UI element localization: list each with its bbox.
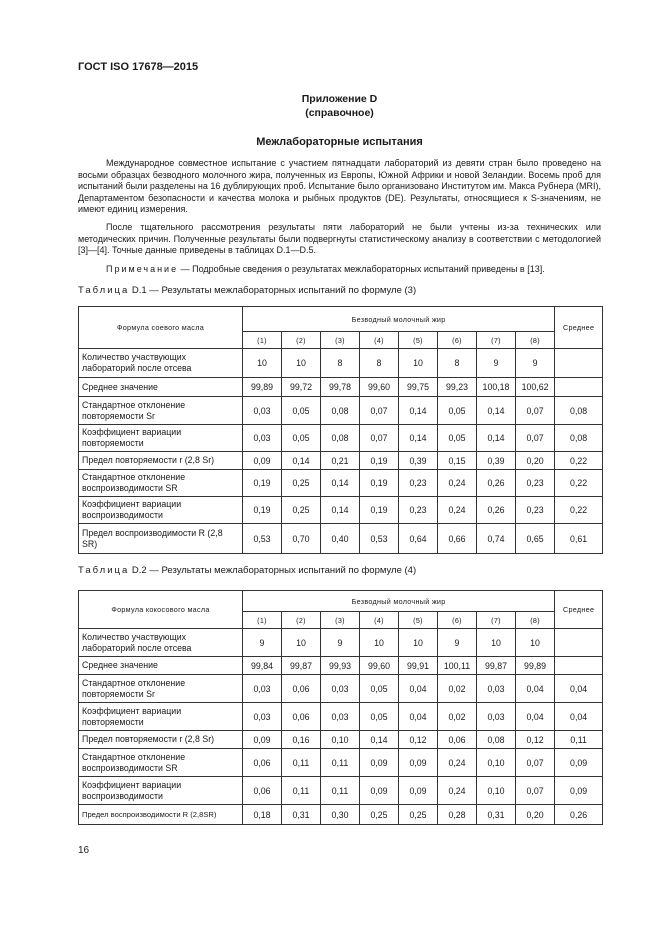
cell-value: 99,87 — [282, 657, 321, 675]
row-label: Количество участвующих лабораторий после отсева — [79, 349, 243, 378]
cell-mean: 0,22 — [555, 497, 603, 524]
table-row — [79, 425, 603, 452]
cell-value: 0,09 — [360, 749, 399, 777]
cell-mean: 0,04 — [555, 675, 603, 703]
cell-value: 0,09 — [360, 777, 399, 805]
cell-value: 0,14 — [399, 425, 438, 452]
table-row — [79, 470, 603, 497]
cell-value: 0,04 — [516, 675, 555, 703]
cell-value: 0,20 — [516, 805, 555, 825]
cell-value: 0,07 — [360, 425, 399, 452]
cell-value: 0,04 — [399, 703, 438, 731]
cell-value: 0,31 — [477, 805, 516, 825]
cell-mean — [555, 349, 603, 378]
row-label: Среднее значение — [79, 657, 243, 675]
cell-value: 0,21 — [321, 452, 360, 470]
column-header: (6) — [438, 332, 477, 349]
cell-value: 0,26 — [477, 470, 516, 497]
cell-value: 0,08 — [321, 425, 360, 452]
cell-value: 0,11 — [282, 749, 321, 777]
cell-value: 0,26 — [477, 497, 516, 524]
cell-value: 0,24 — [438, 470, 477, 497]
cell-value: 0,04 — [399, 675, 438, 703]
table-row — [79, 749, 603, 777]
row-label: Коэффициент вариации повторяемости — [79, 703, 243, 731]
row-label: Стандартное отклонение воспроизводимости SR — [79, 470, 243, 497]
row-label: Стандартное отклонение повторяемости Sr — [79, 397, 243, 425]
cell-value: 0,02 — [438, 703, 477, 731]
cell-value: 0,03 — [243, 703, 282, 731]
table-row — [79, 805, 603, 825]
column-header: (4) — [360, 612, 399, 629]
cell-value: 0,66 — [438, 524, 477, 554]
column-header: (5) — [399, 612, 438, 629]
cell-value: 0,70 — [282, 524, 321, 554]
cell-value: 99,78 — [321, 378, 360, 397]
cell-mean: 0,61 — [555, 524, 603, 554]
cell-value: 0,11 — [321, 749, 360, 777]
cell-mean: 0,04 — [555, 703, 603, 731]
column-header: (8) — [516, 612, 555, 629]
cell-value: 0,10 — [477, 749, 516, 777]
row-label: Коэффициент вариации воспроизводимости — [79, 497, 243, 524]
table-row — [79, 703, 603, 731]
cell-value: 0,31 — [282, 805, 321, 825]
cell-value: 0,23 — [516, 497, 555, 524]
note — [78, 264, 601, 276]
cell-value: 0,39 — [477, 452, 516, 470]
cell-value: 0,18 — [243, 805, 282, 825]
cell-value: 0,10 — [321, 731, 360, 749]
column-header: (1) — [243, 612, 282, 629]
cell-value: 0,05 — [438, 425, 477, 452]
cell-value: 0,65 — [516, 524, 555, 554]
cell-value: 0,10 — [477, 777, 516, 805]
formula-header: Формула соевого масла — [79, 307, 243, 349]
row-label: Среднее значение — [79, 378, 243, 397]
cell-value: 0,39 — [399, 452, 438, 470]
cell-value: 0,24 — [438, 749, 477, 777]
cell-value: 0,14 — [399, 397, 438, 425]
mean-header: Среднее — [555, 591, 603, 629]
cell-value: 0,08 — [321, 397, 360, 425]
cell-value: 0,64 — [399, 524, 438, 554]
cell-value: 0,24 — [438, 497, 477, 524]
cell-value: 0,09 — [243, 731, 282, 749]
cell-value: 0,23 — [516, 470, 555, 497]
table-row — [79, 452, 603, 470]
cell-value: 9 — [516, 349, 555, 378]
cell-mean: 0,26 — [555, 805, 603, 825]
cell-value: 10 — [243, 349, 282, 378]
cell-value: 0,07 — [516, 749, 555, 777]
cell-mean: 0,22 — [555, 452, 603, 470]
cell-value: 0,16 — [282, 731, 321, 749]
cell-value: 0,03 — [243, 397, 282, 425]
cell-value: 99,60 — [360, 378, 399, 397]
cell-value: 8 — [321, 349, 360, 378]
cell-value: 0,12 — [516, 731, 555, 749]
cell-value: 100,11 — [438, 657, 477, 675]
cell-value: 0,14 — [477, 425, 516, 452]
mean-header: Среднее — [555, 307, 603, 349]
cell-value: 0,23 — [399, 470, 438, 497]
cell-value: 0,06 — [438, 731, 477, 749]
table-row — [79, 629, 603, 657]
cell-value: 0,11 — [321, 777, 360, 805]
table2-caption — [78, 565, 416, 576]
annex-title: Приложение D — [301, 93, 378, 105]
cell-value: 0,19 — [360, 497, 399, 524]
cell-value: 99,89 — [243, 378, 282, 397]
annex-kind: (справочное) — [305, 107, 374, 119]
cell-value: 10 — [282, 349, 321, 378]
table1-caption-text: D.1 — Результаты межлабораторных испытаний по формуле (3) — [129, 285, 417, 296]
cell-value: 0,04 — [516, 703, 555, 731]
cell-value: 0,53 — [243, 524, 282, 554]
cell-value: 0,02 — [438, 675, 477, 703]
cell-value: 0,09 — [399, 777, 438, 805]
cell-value: 0,14 — [360, 731, 399, 749]
cell-value: 0,53 — [360, 524, 399, 554]
cell-value: 0,19 — [360, 452, 399, 470]
column-header: (7) — [477, 332, 516, 349]
cell-value: 0,03 — [321, 675, 360, 703]
cell-value: 0,05 — [438, 397, 477, 425]
column-header: (8) — [516, 332, 555, 349]
section-title: Межлабораторные испытания — [256, 136, 423, 148]
cell-value: 99,75 — [399, 378, 438, 397]
cell-value: 9 — [321, 629, 360, 657]
cell-value: 0,05 — [360, 703, 399, 731]
cell-value: 0,14 — [477, 397, 516, 425]
cell-value: 0,03 — [477, 703, 516, 731]
column-header: (6) — [438, 612, 477, 629]
cell-value: 0,14 — [321, 470, 360, 497]
cell-mean: 0,11 — [555, 731, 603, 749]
note-label: Примечание — [106, 264, 179, 274]
cell-value: 9 — [477, 349, 516, 378]
cell-value: 10 — [360, 629, 399, 657]
cell-mean: 0,09 — [555, 777, 603, 805]
cell-value: 10 — [477, 629, 516, 657]
cell-value: 0,14 — [282, 452, 321, 470]
group-header: Безводный молочный жир — [243, 591, 555, 612]
table-d1 — [78, 306, 603, 554]
row-label: Предел повторяемости r (2,8 Sr) — [79, 452, 243, 470]
cell-value: 0,12 — [399, 731, 438, 749]
table-row — [79, 777, 603, 805]
cell-value: 100,62 — [516, 378, 555, 397]
row-label: Стандартное отклонение повторяемости Sr — [79, 675, 243, 703]
row-label: Коэффициент вариации воспроизводимости — [79, 777, 243, 805]
cell-mean: 0,09 — [555, 749, 603, 777]
column-header: (5) — [399, 332, 438, 349]
row-label: Количество участвующих лабораторий после отсева — [79, 629, 243, 657]
row-label: Предел воспроизводимости R (2,8SR) — [79, 805, 243, 825]
table-row — [79, 378, 603, 397]
cell-value: 0,03 — [321, 703, 360, 731]
cell-value: 0,25 — [282, 470, 321, 497]
cell-value: 0,23 — [399, 497, 438, 524]
cell-value: 0,24 — [438, 777, 477, 805]
cell-value: 0,19 — [243, 497, 282, 524]
cell-mean — [555, 378, 603, 397]
cell-value: 9 — [243, 629, 282, 657]
table-row — [79, 675, 603, 703]
cell-value: 0,19 — [243, 470, 282, 497]
cell-value: 0,25 — [282, 497, 321, 524]
paragraph-1: Международное совместное испытание с участием пятнадцати лабораторий из девяти стран было проведено на восьми образцах безводного молочного жира, полученных из Европы, Южной Африки и новой Зеландии. Восемь проб для испытаний были разделены на 16 дублирующих проб. Испытание было организовано Институтом им. Макса Рубнера (MRI), Департаментом безопасности и качества молока и рыбных продуктов (DE). Результаты, относящиеся к S-значениям, не имеют единиц измерения. — [78, 158, 601, 215]
cell-value: 0,40 — [321, 524, 360, 554]
table-row — [79, 657, 603, 675]
row-label: Предел повторяемости r (2,8 Sr) — [79, 731, 243, 749]
cell-value: 8 — [438, 349, 477, 378]
paragraph-2: После тщательного рассмотрения результаты пяти лабораторий не были учтены из-за технических или методических причин. Полученные результаты были подвергнуты статистическому анализу в соответствии с методологией [3]—[4]. Точные данные приведены в таблицах D.1—D.5. — [78, 222, 601, 256]
cell-value: 0,25 — [399, 805, 438, 825]
table-row — [79, 349, 603, 378]
group-header: Безводный молочный жир — [243, 307, 555, 332]
cell-value: 0,14 — [321, 497, 360, 524]
note-text: — Подробные сведения о результатах межлабораторных испытаний приведены в [13]. — [178, 264, 545, 274]
cell-value: 0,07 — [516, 777, 555, 805]
row-label: Коэффициент вариации повторяемости — [79, 425, 243, 452]
cell-value: 0,03 — [477, 675, 516, 703]
table-row — [79, 731, 603, 749]
cell-value: 0,08 — [477, 731, 516, 749]
cell-value: 10 — [282, 629, 321, 657]
cell-value: 99,23 — [438, 378, 477, 397]
cell-value: 99,60 — [360, 657, 399, 675]
cell-value: 0,19 — [360, 470, 399, 497]
table-d2 — [78, 590, 603, 825]
cell-value: 0,03 — [243, 675, 282, 703]
cell-value: 0,74 — [477, 524, 516, 554]
table1-caption-label: Таблица — [78, 285, 130, 296]
table-row — [79, 497, 603, 524]
cell-value: 0,28 — [438, 805, 477, 825]
document-code: ГОСТ ISO 17678—2015 — [78, 61, 199, 73]
column-header: (4) — [360, 332, 399, 349]
page-number: 16 — [78, 845, 90, 856]
cell-value: 99,87 — [477, 657, 516, 675]
cell-mean: 0,08 — [555, 397, 603, 425]
row-label: Предел воспроизводимости R (2,8 SR) — [79, 524, 243, 554]
cell-value: 0,07 — [360, 397, 399, 425]
column-header: (2) — [282, 612, 321, 629]
cell-value: 0,07 — [516, 397, 555, 425]
table-row — [79, 397, 603, 425]
cell-value: 99,72 — [282, 378, 321, 397]
cell-value: 0,06 — [282, 675, 321, 703]
cell-value: 0,09 — [243, 452, 282, 470]
cell-value: 99,91 — [399, 657, 438, 675]
cell-mean: 0,22 — [555, 470, 603, 497]
cell-value: 10 — [399, 629, 438, 657]
cell-value: 0,06 — [243, 777, 282, 805]
cell-value: 0,20 — [516, 452, 555, 470]
cell-value: 0,05 — [282, 397, 321, 425]
column-header: (2) — [282, 332, 321, 349]
cell-value: 0,11 — [282, 777, 321, 805]
cell-value: 0,03 — [243, 425, 282, 452]
formula-header: Формула кокосового масла — [79, 591, 243, 629]
annex-heading — [78, 92, 601, 120]
row-label: Стандартное отклонение воспроизводимости SR — [79, 749, 243, 777]
cell-value: 99,93 — [321, 657, 360, 675]
cell-value: 8 — [360, 349, 399, 378]
cell-value: 99,84 — [243, 657, 282, 675]
cell-value: 9 — [438, 629, 477, 657]
cell-mean — [555, 629, 603, 657]
column-header: (1) — [243, 332, 282, 349]
column-header: (7) — [477, 612, 516, 629]
cell-value: 0,06 — [282, 703, 321, 731]
cell-value: 99,89 — [516, 657, 555, 675]
cell-value: 0,05 — [282, 425, 321, 452]
cell-value: 0,06 — [243, 749, 282, 777]
cell-value: 10 — [399, 349, 438, 378]
column-header: (3) — [321, 332, 360, 349]
table2-caption-label: Таблица — [78, 565, 130, 576]
table2-caption-text: D.2 — Результаты межлабораторных испытаний по формуле (4) — [129, 565, 417, 576]
column-header: (3) — [321, 612, 360, 629]
cell-mean — [555, 657, 603, 675]
cell-value: 100,18 — [477, 378, 516, 397]
cell-mean: 0,08 — [555, 425, 603, 452]
table-row — [79, 524, 603, 554]
table1-caption — [78, 285, 416, 296]
cell-value: 10 — [516, 629, 555, 657]
cell-value: 0,09 — [399, 749, 438, 777]
cell-value: 0,30 — [321, 805, 360, 825]
cell-value: 0,05 — [360, 675, 399, 703]
cell-value: 0,25 — [360, 805, 399, 825]
cell-value: 0,15 — [438, 452, 477, 470]
cell-value: 0,07 — [516, 425, 555, 452]
